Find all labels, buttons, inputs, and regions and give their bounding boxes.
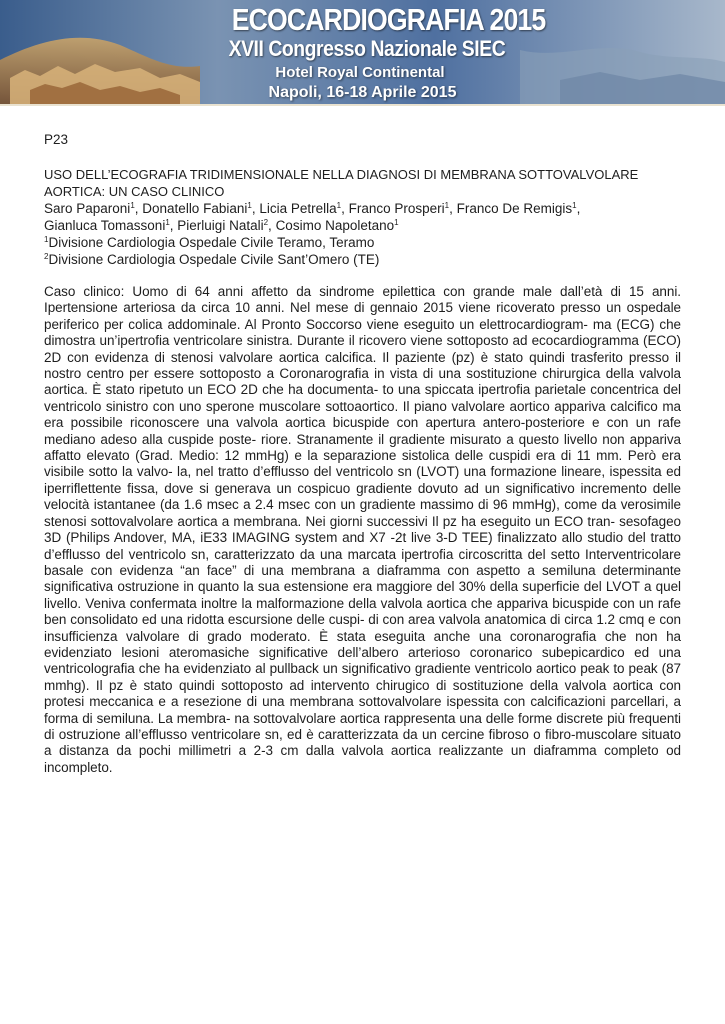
author-list xyxy=(44,200,681,234)
affiliation-list xyxy=(44,234,681,268)
banner-event-title: ECOCARDIOGRAFIA 2015 xyxy=(231,2,546,37)
author: Saro Paparoni$^1$, xyxy=(44,201,143,216)
banner-location-date: Napoli, 16-18 Aprile 2015 xyxy=(268,84,457,101)
author: Pierluigi Natali$^2$, xyxy=(177,218,276,233)
affiliation: $^1$Divisione Cardiologia Ospedale Civile Teramo, Teramo xyxy=(44,235,375,250)
author: Donatello Fabiani$^1$, xyxy=(142,201,260,216)
author: Franco De Remigis$^1$, xyxy=(456,201,581,216)
author: Gianluca Tomassoni$^1$, xyxy=(44,218,178,233)
banner-venue: Hotel Royal Continental xyxy=(275,64,445,81)
case-text: Uomo di 64 anni affetto da sindrome epilettica con grande male dall’età di 15 anni. Ipertensione arteriosa da circa 10 anni. Nel mese di gennaio 2015 viene ricoverato presso un ospedale periferico per colica addominale. Al Pronto Soccorso viene eseguito un elettrocardiogram- ma (ECG) che dimostra un’ipertrofia ventricolare sinistra. Durante il ricovero viene sottoposto ad ecocardiogramma (ECO) 2D con evidenza di stenosi valvolare aortica calcifica. Il paziente (pz) è stato quindi trasferito presso il nostro centro per essere sottoposto a Coronarografia in vista di una sostituzione chirurgica della valvola aortica. È stato ripetuto un ECO 2D che ha documenta- to una spiccata ipertrofia parietale concentrica del ventricolo sinistro con uno sperone muscolare sottoaortico. Il piano valvolare aortico appariva calcifico ma era possibile riconoscere una valvola aortica bicuspide con apertura antero-posteriore e con un rafe mediano adeso alla cuspide poste- riore. Stranamente il gradiente misurato a questo livello non appariva affatto elevato (Grad. Medio: 12 mmHg) e la separazione sistolica delle cuspidi era di 11 mm. Però era visibile sotto la valvo- la, nel tratto d’efflusso del ventricolo sn (LVOT) una formazione lineare, ispessita ed iperriflettente fissa, dove si generava un cospicuo gradiente dovuto ad un significativo incremento delle velocità istantanee (da 1.6 msec a 2.4 msec con un gradiente massimo di 96 mmHg), come da verosimile stenosi sottovalvolare aortica a membrana. Nei giorni successivi Il pz ha eseguito un ECO tran- sesofageo 3D (Philips Andover, MA, iE33 IMAGING system and X7 -2t live 3-D TEE) finalizzato allo studio del tratto d’efflusso del ventricolo sn, caratterizzato da una marcata ipertrofia circoscritta del setto Interventricolare basale con evidenza “an face” di una membrana a diaframma con aspetto a semiluna determinante significativa ostruzione in quanto la sua estensione era maggiore del 30% della superficie del LVOT a quel livello. Veniva confermata inoltre la malformazione della valvola aortica che appariva bicuspide con un rafe ben consolidato ed una ridotta escursione delle cuspi- di con area valvola anatomica di circa 1.2 cmq e con insufficienza valvolare di grado moderato. È stata eseguita anche una coronarografia che non ha evidenziato lesioni ateromasiche significative dell’albero arterioso coronarico subepicardico ed una ventricolografia che ha evidenziato al pullback un significativo gradiente ventricolo aortico peak to peak (87 mmhg). Il pz è stato quindi sottoposto ad intervento chirugico di sostituzione della valvola aortica con protesi meccanica e a resezione di una membrana sottovalvolare ispessita con calcificazioni parcellari, a forma di semiluna. La membra- na sottovalvolare aortica rappresenta una delle forme discrete più frequenti di ostruzione all’efflusso ventricolare sn, ed è caratterizzata da un cercine fibroso o fibro-muscolare situato a distanza da pochi millimetri a 2-3 cm dalla valvola aortica realizzante un diaframma completo od incompleto. xyxy=(44,284,681,775)
abstract xyxy=(44,132,681,776)
abstract-body xyxy=(44,284,681,776)
affiliation: $^2$Divisione Cardiologia Ospedale Civile Sant’Omero (TE) xyxy=(44,252,380,267)
abstract-title: USO DELL’ECOGRAFIA TRIDIMENSIONALE NELLA DIAGNOSI DI MEMBRANA SOTTOVALVOLARE AORTICA: UN CASO CLINICO xyxy=(44,167,639,199)
author: Franco Prosperi$^1$, xyxy=(348,201,457,216)
author: Licia Petrella$^1$, xyxy=(259,201,349,216)
congress-banner xyxy=(0,0,725,106)
banner-congress-name: XVII Congresso Nazionale SIEC xyxy=(228,36,506,61)
author: Cosimo Napoletano$^1$ xyxy=(275,218,399,233)
case-label: Caso clinico: xyxy=(44,284,125,299)
abstract-code: P23 xyxy=(44,132,69,147)
